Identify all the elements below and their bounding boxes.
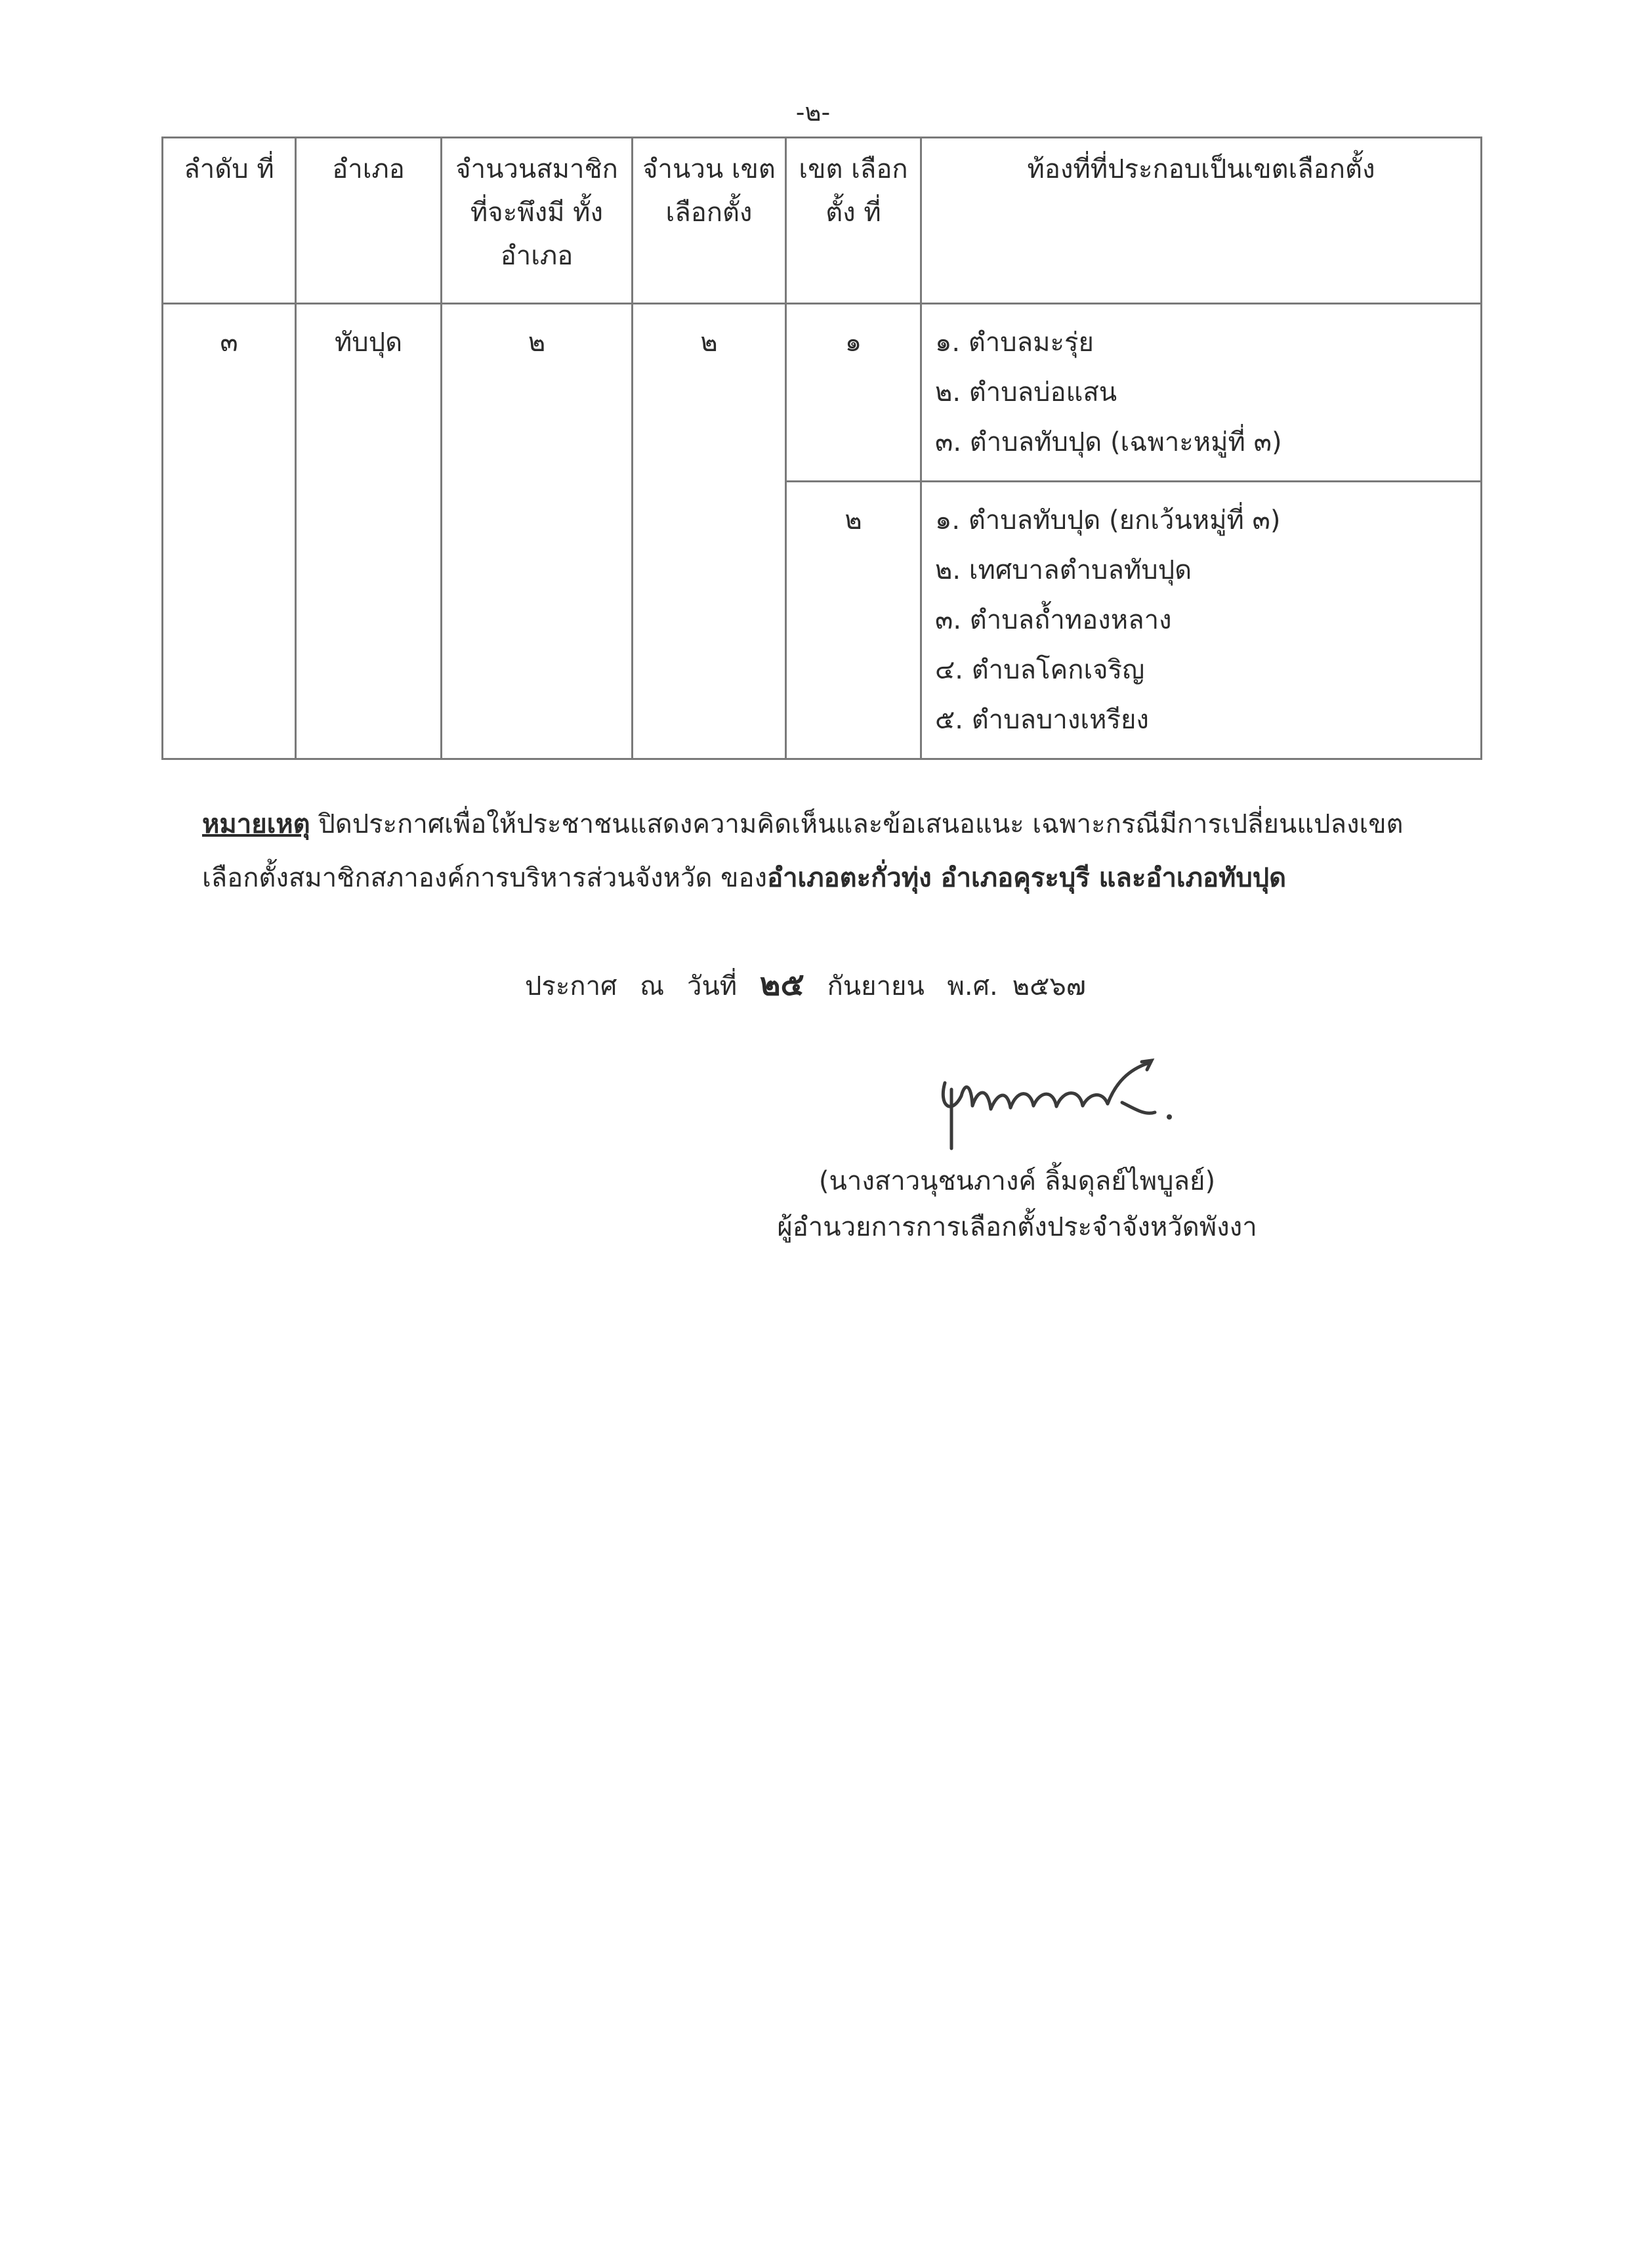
announcement-at: ณ: [640, 971, 665, 1001]
year: ๒๕๖๗: [1012, 971, 1086, 1001]
cell-order: ๓: [163, 304, 296, 759]
month: กันยายน: [827, 971, 925, 1001]
area-item: ๓. ตำบลทับปุด (เฉพาะหมู่ที่ ๓): [935, 427, 1282, 457]
announcement-prefix: ประกาศ: [525, 971, 617, 1001]
announcement-date: [525, 965, 1100, 1006]
day-label: วันที่: [686, 971, 738, 1001]
cell-zone-1-areas: [921, 304, 1482, 482]
header-members: จำนวนสมาชิก ที่จะพึงมี ทั้งอำเภอ: [442, 138, 633, 304]
remark-paragraph: [202, 797, 1449, 905]
header-district: อำเภอ: [296, 138, 442, 304]
remark-districts: อำเภอตะกั่วทุ่ง อำเภอคุระบุรี และอำเภอทับปุด: [767, 863, 1287, 893]
handwritten-signature: [925, 1043, 1207, 1155]
cell-members: ๒: [442, 304, 633, 759]
header-num-zones: จำนวน เขต เลือกตั้ง: [633, 138, 786, 304]
signer-title: ผู้อำนวยการการเลือกตั้งประจำจังหวัดพังงา: [777, 1212, 1257, 1242]
area-item: ๑. ตำบลมะรุ่ย: [935, 327, 1094, 358]
cell-zone-1: ๑: [786, 304, 921, 482]
cell-num-zones: ๒: [633, 304, 786, 759]
header-areas: ท้องที่ที่ประกอบเป็นเขตเลือกตั้ง: [921, 138, 1482, 304]
area-item: ๒. เทศบาลตำบลทับปุด: [935, 555, 1192, 585]
day-number: ๒๕: [759, 966, 804, 1003]
remark-text: ปิดประกาศเพื่อให้ประชาชนแสดงความคิดเห็นและข้อเสนอแนะ เฉพาะกรณีมีการเปลี่ยนแปลงเขตเลือกตั้งสมาชิกสภาองค์การบริหารส่วนจังหวัด ของ: [202, 809, 1404, 893]
header-order: ลำดับ ที่: [163, 138, 296, 304]
area-item: ๑. ตำบลทับปุด (ยกเว้นหมู่ที่ ๓): [935, 505, 1281, 536]
table-row: [163, 304, 1482, 482]
area-item: ๔. ตำบลโคกเจริญ: [935, 655, 1145, 685]
cell-zone-2: ๒: [786, 482, 921, 759]
header-zone-number: เขต เลือกตั้ง ที่: [786, 138, 921, 304]
area-item: ๕. ตำบลบางเหรียง: [935, 705, 1149, 735]
cell-zone-2-areas: [921, 482, 1482, 759]
table-header-row: [163, 138, 1482, 304]
era: พ.ศ.: [947, 971, 998, 1001]
area-item: ๒. ตำบลบ่อแสน: [935, 377, 1117, 408]
district-zone-table: [161, 136, 1482, 760]
signer-name: (นางสาวนุชนภางค์ ลิ้มดุลย์ไพบูลย์): [818, 1166, 1216, 1196]
area-item: ๓. ตำบลถ้ำทองหลาง: [935, 605, 1172, 635]
page-number: -๒-: [795, 98, 831, 127]
remark-label: หมายเหตุ: [202, 809, 310, 839]
cell-district: ทับปุด: [296, 304, 442, 759]
